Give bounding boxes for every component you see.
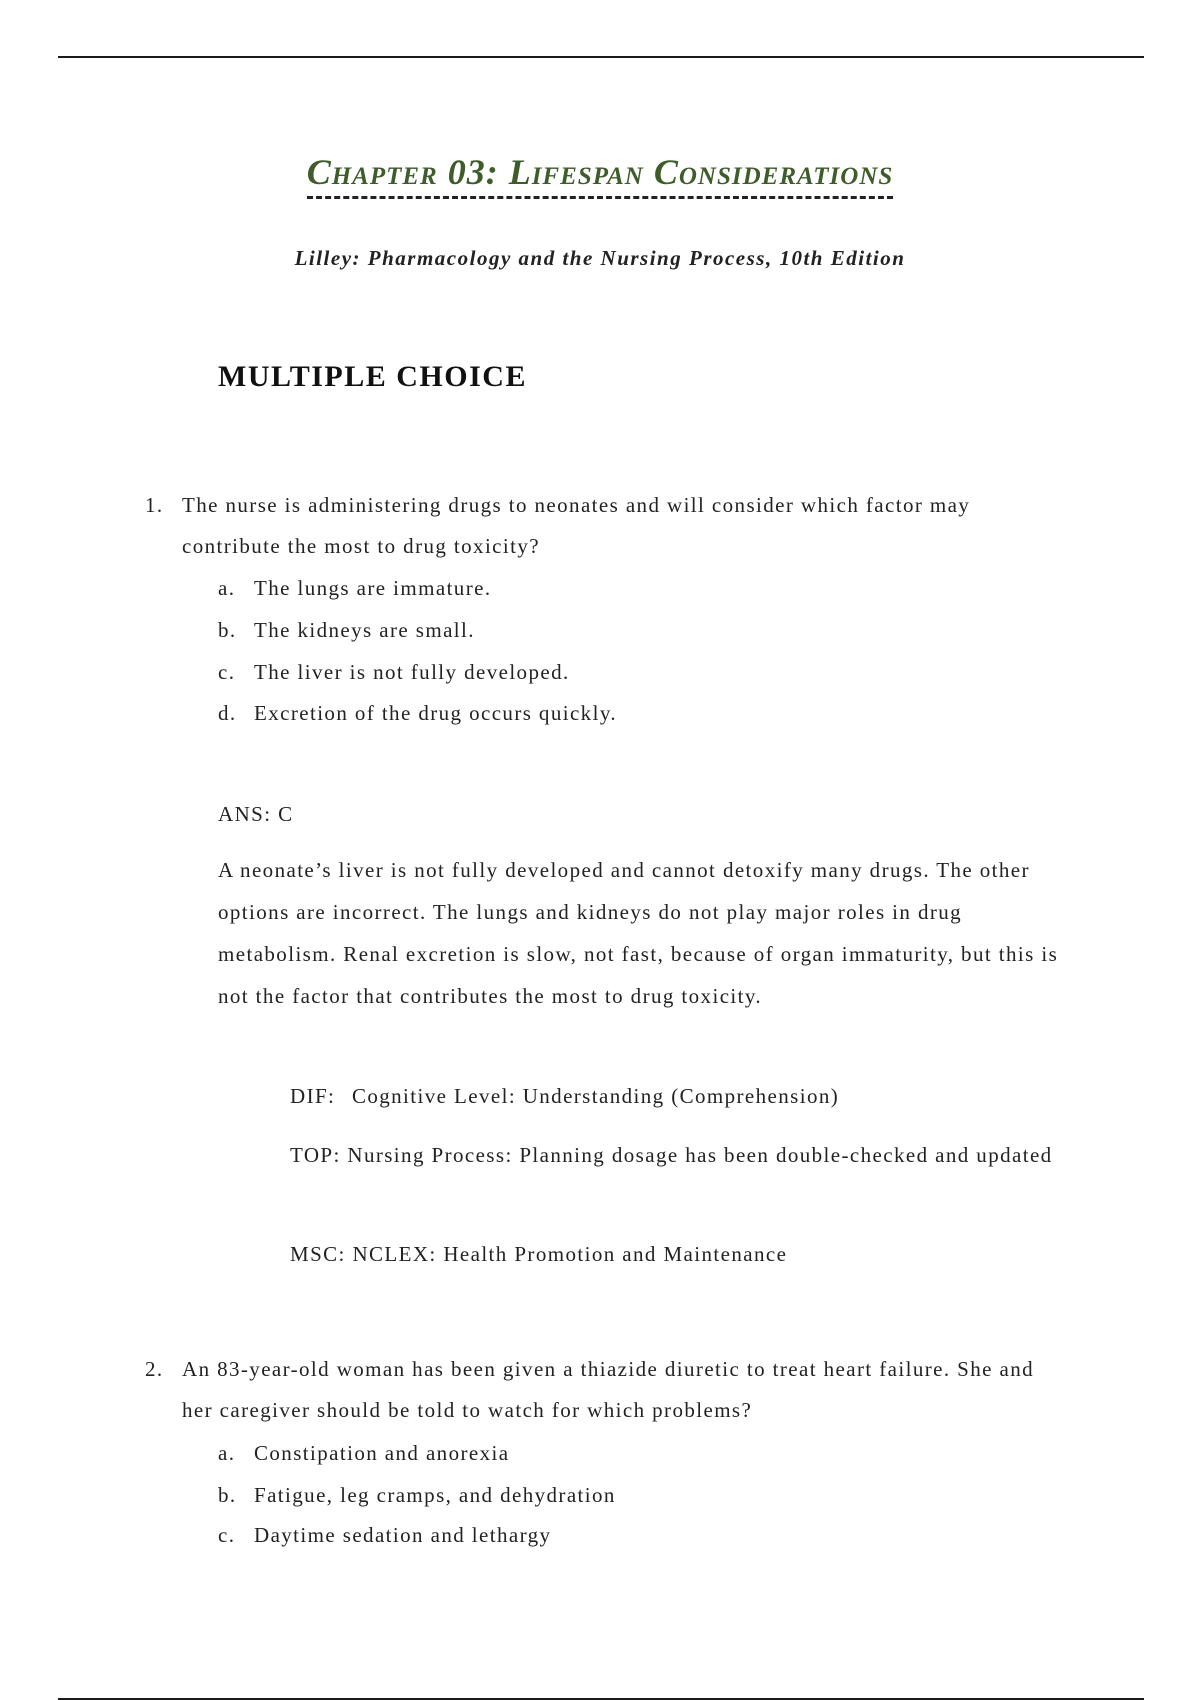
question-text: The nurse is administering drugs to neonates and will consider which factor may contribute the most to drug toxicity? [182, 493, 971, 558]
option-text: The liver is not fully developed. [254, 660, 570, 684]
difficulty-label: DIF: [290, 1084, 336, 1108]
option-letter: a. [218, 1441, 236, 1465]
option-text: Daytime sedation and lethargy [254, 1523, 552, 1547]
option-letter: a. [218, 576, 236, 600]
option-c [218, 1515, 551, 1556]
option-text: Excretion of the drug occurs quickly. [254, 701, 618, 725]
option-letter: b. [218, 1483, 237, 1507]
book-subtitle: Lilley: Pharmacology and the Nursing Process, 10th Edition [294, 246, 906, 270]
option-text: Constipation and anorexia [254, 1441, 510, 1465]
rationale: A neonate’s liver is not fully developed and cannot detoxify many drugs. The other options are incorrect. The lungs and kidneys do not play major roles in drug metabolism. Renal excretion is slow, not fast, because of organ immaturity, but this is not the factor that contributes the most to drug toxicity. [218, 858, 1059, 1008]
option-text: The lungs are immature. [254, 576, 492, 600]
question-stem [145, 485, 1065, 567]
option-text: Fatigue, leg cramps, and dehydration [254, 1483, 616, 1507]
question-text: An 83-year-old woman has been given a thiazide diuretic to treat heart failure. She and her caregiver should be told to watch for which problems? [182, 1357, 1035, 1422]
option-letter: c. [218, 1523, 236, 1547]
question-number: 2. [145, 1357, 164, 1381]
option-text: The kidneys are small. [254, 618, 475, 642]
option-b [218, 610, 475, 651]
top-rule [58, 56, 1144, 58]
option-a [218, 1433, 509, 1474]
option-a [218, 568, 491, 609]
difficulty-value: Cognitive Level: Understanding (Comprehension) [351, 1084, 840, 1108]
difficulty [290, 1076, 1080, 1117]
option-letter: d. [218, 701, 237, 725]
chapter-title-text: Chapter 03: Lifespan Considerations [307, 150, 894, 199]
option-letter: b. [218, 618, 237, 642]
question-stem [145, 1349, 1065, 1431]
option-c [218, 652, 570, 693]
section-heading: MULTIPLE CHOICE [218, 360, 527, 393]
option-d [218, 693, 617, 734]
answer-key: ANS: C [218, 802, 294, 826]
msc-category: MSC: NCLEX: Health Promotion and Maintenance [290, 1242, 788, 1266]
question-number: 1. [145, 493, 164, 517]
chapter-title [0, 150, 1200, 199]
option-b [218, 1475, 616, 1516]
option-letter: c. [218, 660, 236, 684]
topic: TOP: Nursing Process: Planning dosage has been double-checked and updated [290, 1143, 1053, 1167]
